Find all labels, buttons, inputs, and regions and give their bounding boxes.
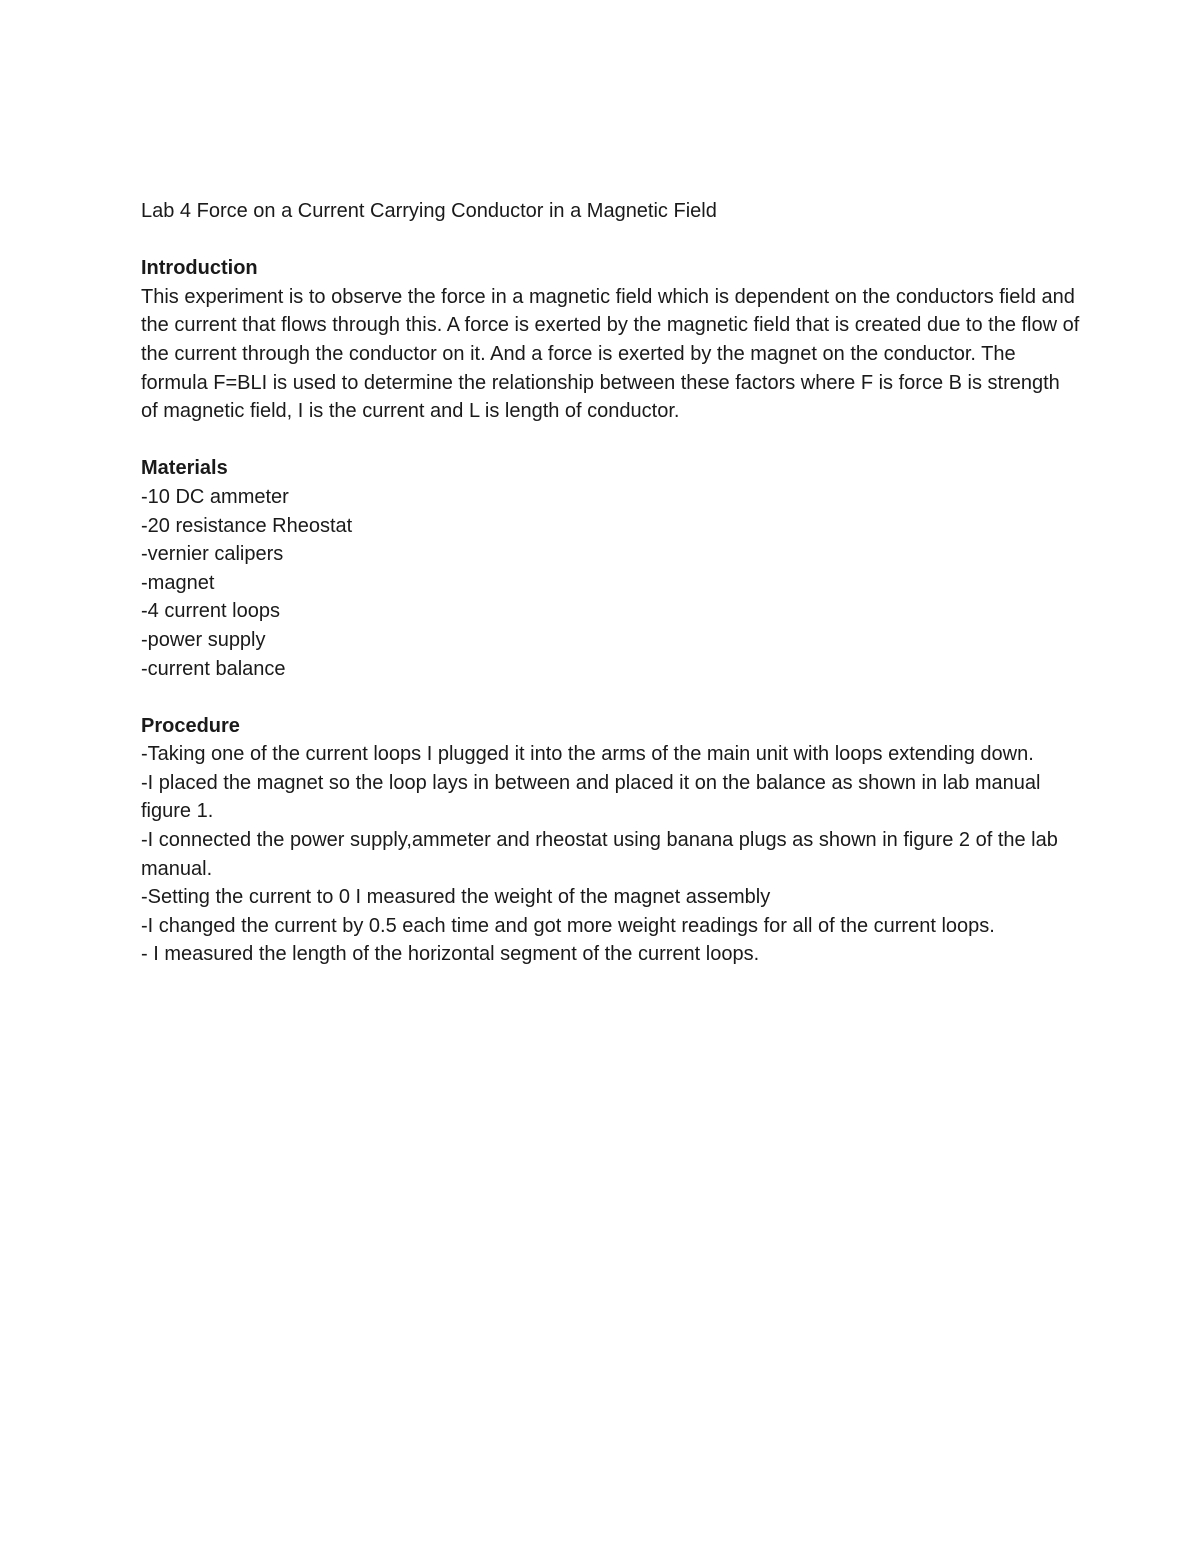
procedure-step: -Setting the current to 0 I measured the weight of the magnet assembly (141, 886, 771, 909)
materials-item: -magnet (141, 571, 215, 594)
introduction-heading: Introduction (141, 257, 258, 280)
document-page (141, 197, 1081, 998)
materials-item: -10 DC ammeter (141, 485, 289, 508)
materials-item: -20 resistance Rheostat (141, 514, 353, 537)
materials-section (141, 454, 1081, 683)
procedure-step: -I placed the magnet so the loop lays in between and placed it on the balance as shown in lab manual figure 1. (141, 771, 1041, 823)
procedure-step: -I changed the current by 0.5 each time and got more weight readings for all of the current loops. (141, 914, 995, 937)
document-title: Lab 4 Force on a Current Carrying Conductor in a Magnetic Field (141, 200, 717, 222)
procedure-step: -Taking one of the current loops I plugged it into the arms of the main unit with loops extending down. (141, 743, 1034, 766)
procedure-section (141, 712, 1081, 969)
materials-list (141, 483, 1081, 683)
materials-item: -4 current loops (141, 600, 280, 623)
procedure-heading: Procedure (141, 714, 240, 737)
procedure-list (141, 740, 1081, 969)
materials-heading: Materials (141, 457, 228, 480)
procedure-step: - I measured the length of the horizontal segment of the current loops. (141, 943, 760, 966)
materials-item: -current balance (141, 657, 286, 680)
materials-item: -vernier calipers (141, 543, 284, 566)
procedure-step: -I connected the power supply,ammeter and rheostat using banana plugs as shown in figure 2 of the lab manual. (141, 829, 1058, 880)
introduction-body: This experiment is to observe the force in a magnetic field which is dependent on the conductors field and the current that flows through this. A force is exerted by the magnetic field that is created due to the flow of the current through the conductor on it. And a force is exerted by the magnet on the conductor. The formula F=BLI is used to determine the relationship between these factors where F is force B is strength of magnetic field, I is the current and L is length of conductor. (141, 285, 1080, 423)
materials-item: -power supply (141, 628, 266, 651)
introduction-section (141, 254, 1081, 426)
